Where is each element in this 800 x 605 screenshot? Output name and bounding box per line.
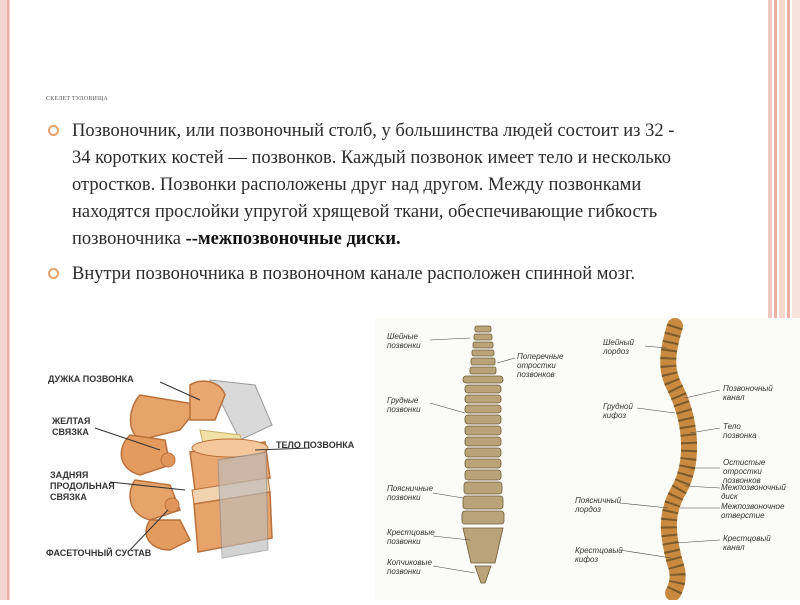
label-line: Межпозвоночное: [721, 502, 785, 511]
label-line: Поясничные: [387, 484, 434, 493]
label-line: позвонки: [387, 537, 421, 546]
slide-title: СКЕЛЕТ ТУЛОВИЩА: [46, 96, 108, 102]
label-line: Тело: [723, 422, 741, 431]
label-line: позвонки: [387, 493, 421, 502]
label-line: кифоз: [603, 411, 627, 420]
bullet-icon: [48, 125, 59, 136]
label-coccygeal: [387, 558, 432, 576]
label-transverse: [517, 352, 563, 379]
label-line: канал: [723, 543, 745, 552]
bullet-item: [48, 261, 688, 288]
label-cervical: [387, 332, 421, 350]
label-line: Грудные: [387, 396, 419, 405]
label-foramen: [721, 502, 784, 520]
label-line: позвонков: [723, 476, 761, 485]
bullet-item: [48, 118, 688, 253]
label-line: СВЯЗКА: [50, 492, 87, 502]
label-body: ТЕЛО ПОЗВОНКА: [276, 440, 355, 450]
left-border: [0, 0, 10, 600]
vertebra-illustration: [40, 360, 370, 580]
label-vertebral-body: [723, 422, 757, 440]
label-line: диск: [721, 492, 738, 501]
label-facet: ФАСЕТОЧНЫЙ СУСТАВ: [46, 548, 152, 558]
bullet-text-bold: --межпозвоночные диски.: [185, 229, 401, 249]
label-line: отверстие: [721, 511, 765, 520]
label-line: Позвоночный: [723, 384, 773, 393]
label-thoracic: [387, 396, 421, 414]
label-line: Грудной: [603, 402, 633, 411]
label-posterior-ligament: [50, 470, 115, 503]
bullet-text-plain: Позвоночник, или позвоночный столб, у большинства людей состоит из 32 - 34 коротких костей — позвонков. Каждый позвонок имеет тело и несколько отростков. Позвонки расположены друг над другом. Между позвонками находятся прослойки упругой хрящевой ткани, обеспечивающие гибкость позвоночника: [72, 121, 675, 249]
label-line: СВЯЗКА: [52, 427, 89, 437]
label-spinous: [723, 458, 765, 485]
label-line: Крестцовый: [575, 546, 623, 555]
label-line: канал: [723, 393, 745, 402]
label-line: Копчиковые: [387, 558, 432, 567]
label-thoracic-kyphosis: [603, 402, 633, 420]
label-line: Межпозвоночный: [721, 483, 786, 492]
bullet-icon: [48, 268, 59, 279]
label-line: отростки: [517, 361, 556, 370]
label-sacral-kyphosis: [575, 546, 623, 564]
label-sacral-canal: [723, 534, 771, 552]
label-line: Крестцовые: [387, 528, 435, 537]
label-spinal-canal: [723, 384, 773, 402]
label-line: Поперечные: [517, 352, 564, 361]
bullet-text: [72, 261, 662, 288]
bullet-text-plain: Внутри позвоночника в позвоночном канале расположен спинной мозг.: [72, 264, 636, 284]
label-line: отростки: [723, 467, 762, 476]
left-border-line: [7, 0, 9, 600]
label-line: позвонки: [387, 567, 421, 576]
spine-illustration: [375, 318, 800, 600]
label-line: Шейный: [603, 338, 634, 347]
label-line: лордоз: [575, 505, 601, 514]
label-line: ЗАДНЯЯ: [50, 470, 89, 480]
label-yellow-ligament: [52, 416, 90, 438]
label-cervical-lordosis: [603, 338, 634, 356]
label-line: позвонки: [387, 341, 421, 350]
label-line: кифоз: [575, 555, 599, 564]
label-line: Крестцовый: [723, 534, 771, 543]
front-spine: [462, 326, 504, 583]
label-arch: ДУЖКА ПОЗВОНКА: [48, 374, 134, 384]
label-line: позвонка: [723, 431, 757, 440]
label-line: лордоз: [603, 347, 629, 356]
label-line: позвонков: [517, 370, 555, 379]
bullet-list: [48, 118, 688, 296]
label-line: Остистые: [723, 458, 766, 467]
bullet-text: [72, 118, 688, 253]
label-sacral: [387, 528, 435, 546]
label-line: ЖЕЛТАЯ: [52, 416, 91, 426]
label-lumbar: [387, 484, 433, 502]
label-lumbar-lordosis: [575, 496, 621, 514]
label-disc: [721, 483, 786, 501]
label-line: Шейные: [387, 332, 418, 341]
label-line: ПРОДОЛЬНАЯ: [50, 481, 115, 491]
label-line: позвонки: [387, 405, 421, 414]
label-line: Поясничный: [575, 496, 622, 505]
